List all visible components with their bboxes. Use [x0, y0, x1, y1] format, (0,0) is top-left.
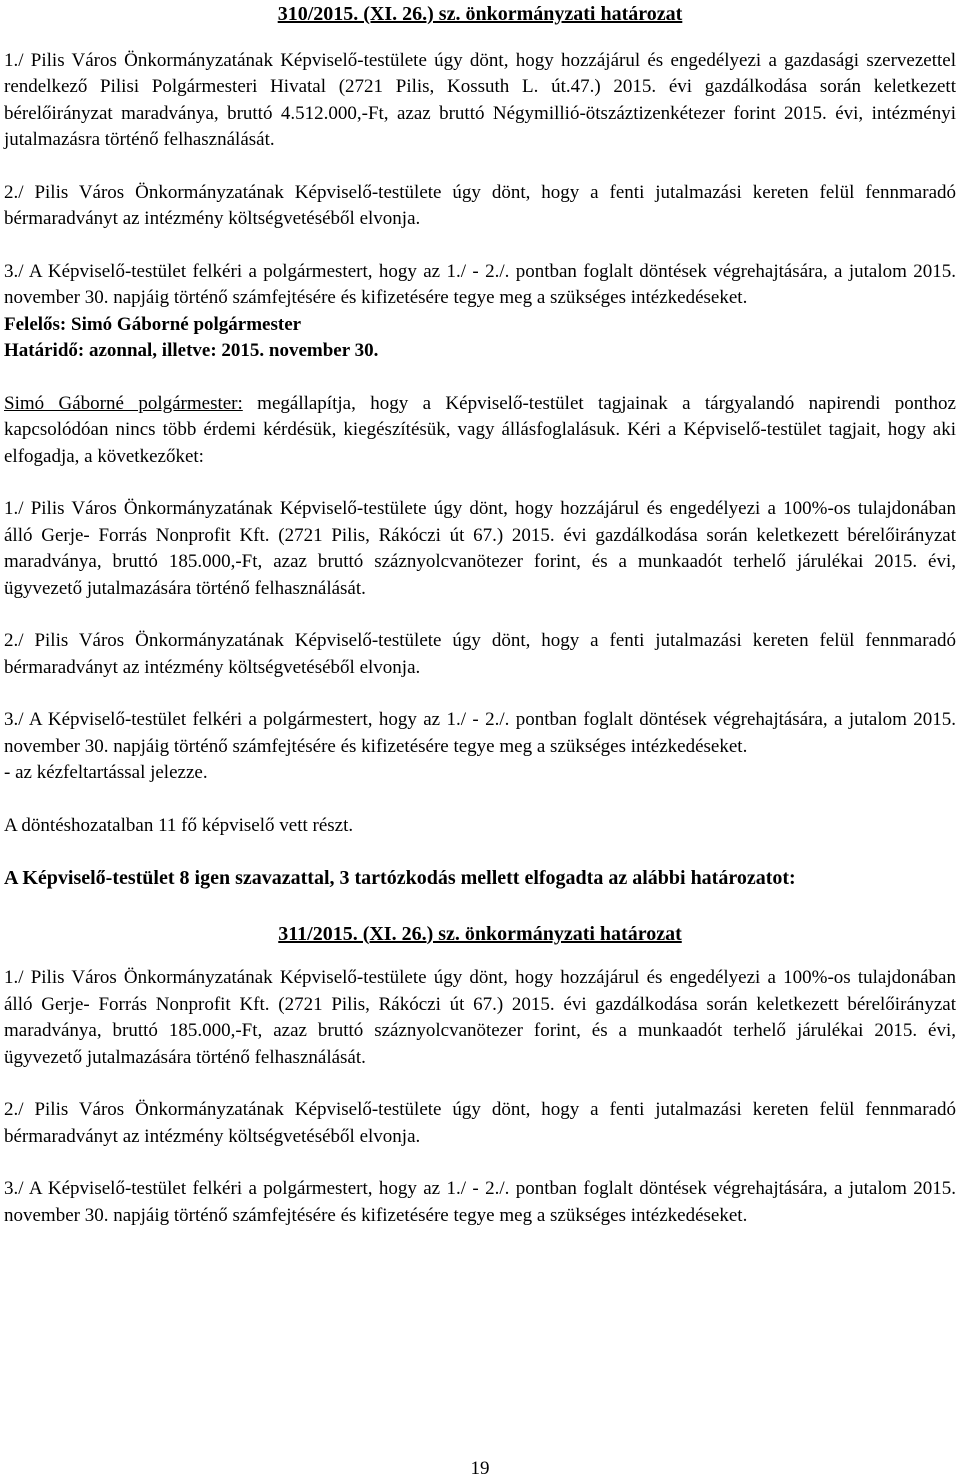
page-number: 19: [470, 1458, 490, 1479]
mayor-statement-text: megállapítja, hogy a Képviselő-testület tagjainak a tárgyalandó napirendi ponthoz kapcsolódóan nincs több érdemi kérdésük, kiegészítésük, vagy állásfoglalásuk. Kéri a Képviselő-testület tagjait, hogy aki elfogadja, a következőket:: [4, 392, 956, 467]
resolution-311-point-1: 1./ Pilis Város Önkormányzatának Képviselő-testülete úgy dönt, hogy hozzájárul és engedélyezi a 100%-os tulajdonában álló Gerje- Forrás Nonprofit Kft. (2721 Pilis, Rákóczi út 67.) 2015. évi gazdálkodása során keletkezett bérelőirányzat maradványa, bruttó 185.000,-Ft, azaz bruttó száznyolcvanötezer forint, és a munkaadót terhelő járulékai 2015. évi, ügyvezető jutalmazására történő felhasználását.: [4, 967, 956, 1068]
resolution-310-point-3: 3./ A Képviselő-testület felkéri a polgármestert, hogy az 1./ - 2./. pontban foglalt döntések végrehajtására, a jutalom 2015. november 30. napjáig történő számfejtésére és kifizetésére tegye meg a szükséges intézkedéseket.: [4, 260, 956, 308]
deadline-line: Határidő: azonnal, illetve: 2015. november 30.: [4, 340, 379, 361]
proposal-point-1: 1./ Pilis Város Önkormányzatának Képviselő-testülete úgy dönt, hogy hozzájárul és engedélyezi a 100%-os tulajdonában álló Gerje- Forrás Nonprofit Kft. (2721 Pilis, Rákóczi út 67.) 2015. évi gazdálkodása során keletkezett bérelőirányzat maradványa, bruttó 185.000,-Ft, azaz bruttó száznyolcvanötezer forint, és a munkaadót terhelő járulékai 2015. évi, ügyvezető jutalmazására történő felhasználását.: [4, 498, 956, 599]
resolution-310-point-1: 1./ Pilis Város Önkormányzatának Képviselő-testülete úgy dönt, hogy hozzájárul és engedélyezi a gazdasági szervezettel rendelkező Pilisi Polgármesteri Hivatal (2721 Pilis, Kossuth L. út.47.) 2015. évi gazdálkodása során keletkezett bérelőirányzat maradványa, bruttó 4.512.000,-Ft, azaz bruttó Négymillió-ötszáztizenkétezer forint 2015. évi, intézményi jutalmazásra történő felhasználását.: [4, 49, 956, 150]
resolution-311-title: 311/2015. (XI. 26.) sz. önkormányzati határozat: [278, 922, 682, 945]
participation-note: A döntéshozatalban 11 fő képviselő vett részt.: [4, 814, 354, 836]
vote-instruction: - az kézfeltartással jelezze.: [4, 762, 208, 783]
responsible-line: Felelős: Simó Gáborné polgármester: [4, 313, 302, 335]
resolution-311-point-2: 2./ Pilis Város Önkormányzatának Képviselő-testülete úgy dönt, hogy a fenti jutalmazási kereten felül fennmaradó bérmaradványt az intézmény költségvetéséből elvonja.: [4, 1099, 956, 1147]
resolution-310-title: 310/2015. (XI. 26.) sz. önkormányzati határozat: [277, 3, 683, 25]
resolution-311-point-3: 3./ A Képviselő-testület felkéri a polgármestert, hogy az 1./ - 2./. pontban foglalt döntések végrehajtására, a jutalom 2015. november 30. napjáig történő számfejtésére és kifizetésére tegye meg a szükséges intézkedéseket.: [4, 1178, 956, 1226]
resolution-310-point-2: 2./ Pilis Város Önkormányzatának Képviselő-testülete úgy dönt, hogy a fenti jutalmazási kereten felül fennmaradó bérmaradványt az intézmény költségvetéséből elvonja.: [4, 181, 956, 229]
document-body: [4, 0, 956, 1229]
mayor-statement: [4, 391, 956, 471]
proposal-point-3: 3./ A Képviselő-testület felkéri a polgármestert, hogy az 1./ - 2./. pontban foglalt döntések végrehajtására, a jutalom 2015. november 30. napjáig történő számfejtésére és kifizetésére tegye meg a szükséges intézkedéseket.: [4, 709, 956, 757]
mayor-speaker: Simó Gáborné polgármester:: [4, 392, 243, 414]
vote-result: A Képviselő-testület 8 igen szavazattal, 3 tartózkodás mellett elfogadta az alábbi határozatot:: [4, 867, 796, 889]
proposal-point-2: 2./ Pilis Város Önkormányzatának Képviselő-testülete úgy dönt, hogy a fenti jutalmazási kereten felül fennmaradó bérmaradványt az intézmény költségvetéséből elvonja.: [4, 630, 956, 678]
